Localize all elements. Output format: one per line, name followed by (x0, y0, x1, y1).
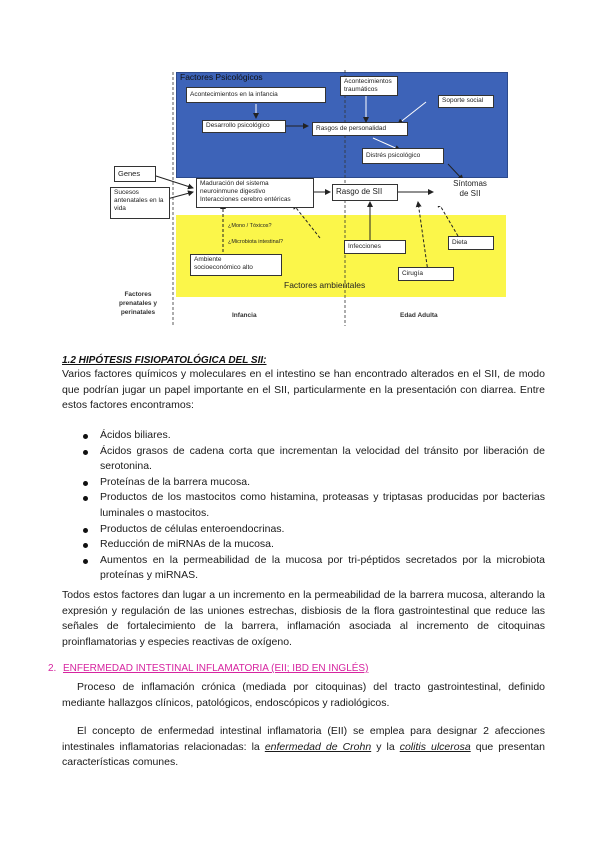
pathophysiology-diagram (108, 62, 508, 326)
box-sucesos (110, 187, 170, 219)
list-item-text: Productos de células enteroendocrinas. (100, 522, 285, 535)
box-rasgo-sii: Rasgo de SII (332, 184, 398, 201)
q-mono-toxicos: ¿Mono / Tóxicos? (228, 223, 272, 229)
ambiente-line-1: Ambiente (194, 256, 222, 263)
psychological-factors-title: Factores Psicológicos (180, 72, 263, 82)
section-2-paragraph-1 (62, 680, 545, 711)
bullet-icon (83, 559, 88, 564)
bullet-icon (83, 496, 88, 501)
colitis-term: colitis ulcerosa (399, 740, 471, 753)
section-1-2-heading: 1.2 HIPÓTESIS FISIOPATOLÓGICA DEL SII: (62, 355, 267, 366)
box-distres-psicologico: Distrés psicológico (362, 148, 444, 164)
box-dieta: Dieta (448, 236, 494, 250)
box-genes: Genes (114, 166, 156, 182)
bullet-icon (83, 434, 88, 439)
list-item (62, 522, 545, 538)
box-ambiente (190, 254, 282, 276)
bullet-icon (83, 450, 88, 455)
traumaticos-line-1: Acontecimientos (344, 78, 392, 85)
prenatales-line-2: prenatales y (119, 300, 157, 307)
list-item (62, 537, 545, 553)
p2-part-b: y la (371, 740, 400, 753)
crohn-term: enfermedad de Crohn (264, 740, 372, 753)
list-item (62, 553, 545, 584)
label-edad-adulta: Edad Adulta (400, 312, 438, 319)
list-item (62, 444, 545, 475)
q-microbiota: ¿Microbiota intestinal? (228, 239, 284, 245)
list-item-text: Ácidos grasos de cadena corta que incrementan la velocidad del tránsito por liberación de serotonina. (100, 444, 545, 473)
sintomas-line-1: Síntomas (453, 179, 487, 188)
section-1-2-intro: Varios factores químicos y moleculares en el intestino se han encontrado alterados en el SII, de modo que podrían jugar un papel importante en el SII, particularmente en la presentación con diarrea. Entre estos factores encontramos: (62, 368, 545, 412)
traumaticos-line-2: traumáticos (344, 86, 378, 93)
list-item-text: Ácidos biliares. (100, 429, 171, 441)
bullet-icon (83, 543, 88, 548)
p2-part-a: El concepto de enfermedad intestinal inflamatoria (EII) se emplea para designar 2 afecciones intestinales inflamatorias relacionadas: la (62, 725, 545, 753)
section-2-number: 2. (48, 663, 57, 674)
label-factores-prenatales (108, 290, 168, 317)
bullet-icon (83, 528, 88, 533)
sucesos-line-1: Sucesos (114, 189, 139, 196)
box-acontecimientos-infancia: Acontecimientos en la infancia (186, 87, 326, 103)
maduracion-line-1: Maduración del sistema (200, 180, 269, 187)
box-desarrollo-label: Desarrollo psicológico (206, 122, 270, 129)
box-acontecimientos-traumaticos (340, 76, 398, 96)
ambiente-line-2: socioeconómico alto (194, 264, 253, 271)
list-item-text: Proteínas de la barrera mucosa. (100, 475, 250, 488)
box-infecciones: Infecciones (344, 240, 406, 254)
box-soporte-social: Soporte social (438, 95, 494, 108)
box-cirugia: Cirugía (398, 267, 454, 281)
box-maduracion (196, 178, 314, 208)
section-2-paragraph-2 (62, 724, 545, 771)
section-2-title: ENFERMEDAD INTESTINAL INFLAMATORIA (EII; IBD EN INGLÉS) (63, 663, 369, 674)
factors-list (62, 428, 545, 584)
box-sintomas-sii (436, 178, 504, 206)
prenatales-line-1: Factores (124, 291, 152, 298)
prenatales-line-3: perinatales (120, 309, 156, 316)
sucesos-line-3: vida (114, 205, 126, 212)
section-2-p1-text: Proceso de inflamación crónica (mediada por citoquinas) del tracto gastrointestinal, definido mediante hallazgos clínicos, patológicos, endoscópicos y radiológicos. (62, 681, 545, 709)
sintomas-line-2: de SII (459, 189, 481, 198)
box-rasgos-personalidad: Rasgos de personalidad (312, 122, 408, 136)
list-item (62, 490, 545, 521)
section-1-2-closing: Todos estos factores dan lugar a un incremento en la permeabilidad de la barrera mucosa, alterando la expresión y regulación de las uniones estrechas, disbiosis de la flora gastrointestinal que reduce las señales de fortalecimiento de la barrera, inflamación asociada al incremento de citoquinas proinflamatorias y especies reactivas de oxígeno. (62, 589, 545, 648)
label-infancia: Infancia (232, 312, 257, 319)
list-item-text: Aumentos en la permeabilidad de la mucosa por tri-péptidos secretados por la microbiota proteínas y miRNAS. (100, 553, 545, 582)
box-desarrollo-psicologico (202, 120, 286, 133)
list-item-text: Productos de los mastocitos como histamina, proteasas y triptasas producidas por bacterias luminales o mastocitos. (100, 491, 545, 519)
list-item (62, 475, 545, 491)
list-item-text: Reducción de miRNAs de la mucosa. (100, 538, 274, 551)
maduracion-line-3: Interacciones cerebro entéricas (200, 196, 291, 203)
p2-part-c: que presentan características comunes. (62, 740, 545, 769)
maduracion-line-2: neuroinmune digestivo (200, 188, 266, 195)
environmental-factors-title: Factores ambientales (284, 280, 366, 290)
bullet-icon (83, 481, 88, 486)
list-item (62, 428, 545, 444)
sucesos-line-2: antenatales en la (114, 197, 164, 204)
